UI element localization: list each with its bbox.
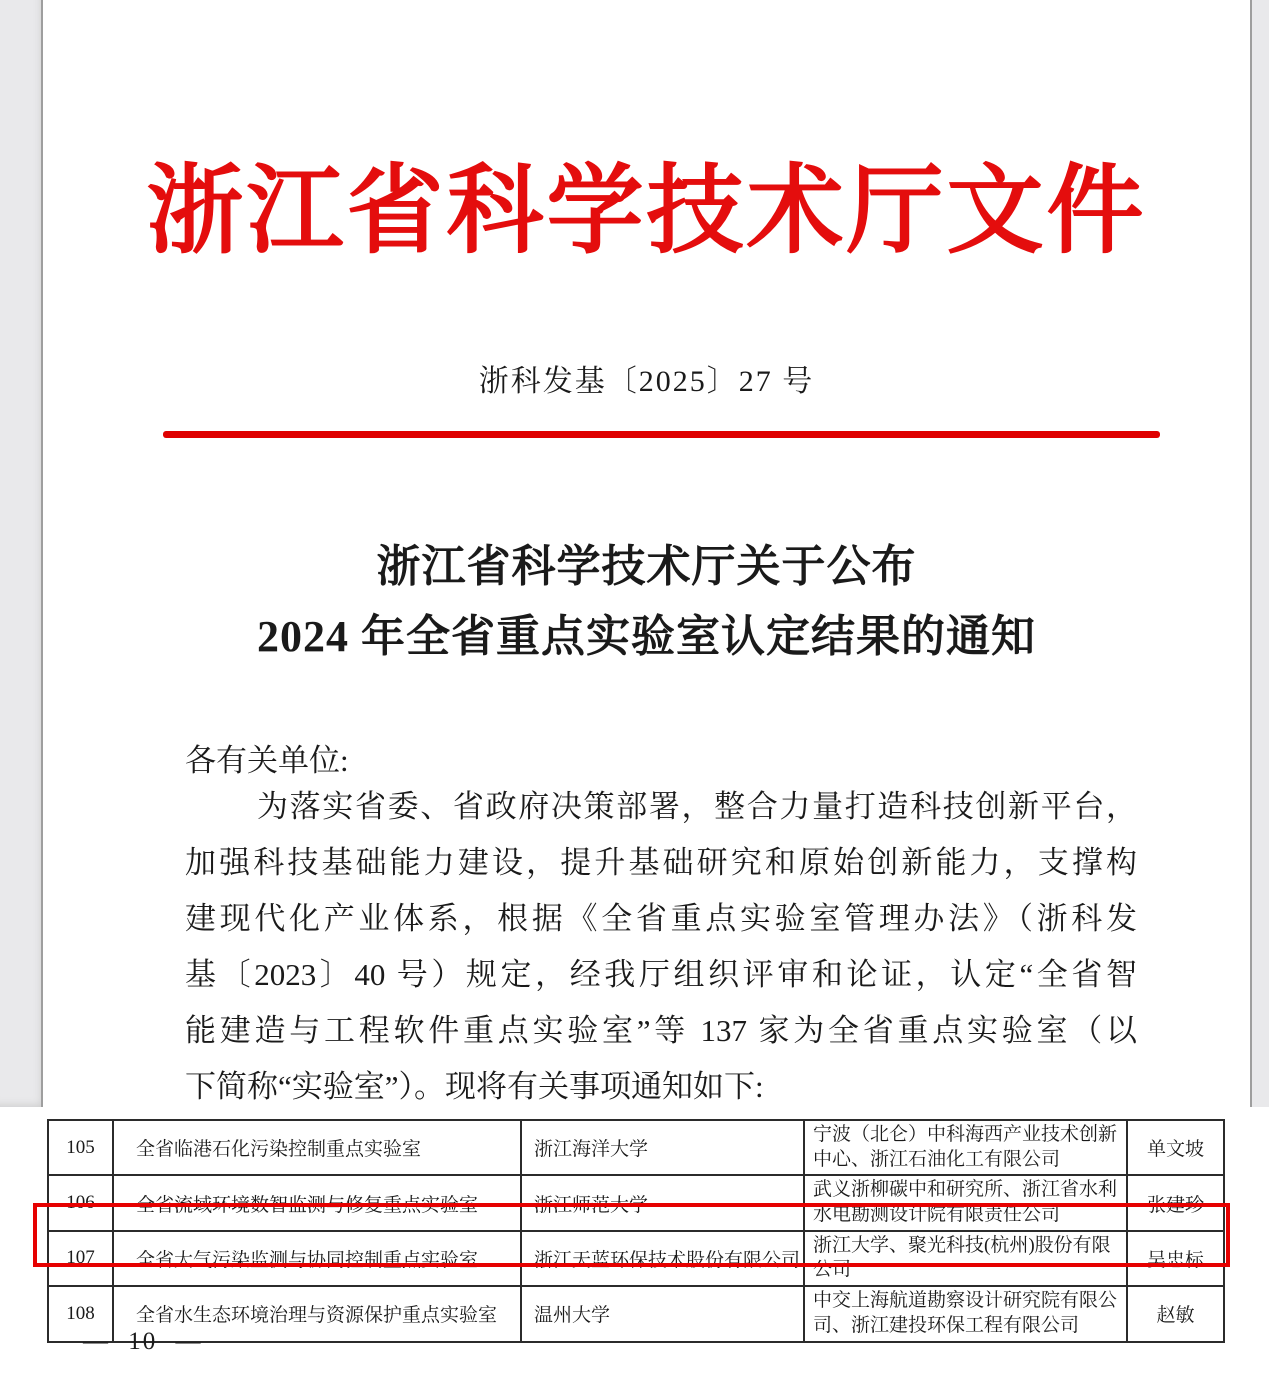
body-text-line: 能建造与工程软件重点实验室”等 137 家为全省重点实验室（以 (185, 1013, 1137, 1048)
cell-lab: 全省水生态环境治理与资源保护重点实验室 (113, 1286, 521, 1341)
page-background-right-margin (1250, 0, 1269, 1107)
red-divider (163, 431, 1160, 438)
notice-title-line2: 2024 年全省重点实验室认定结果的通知 (257, 612, 1036, 661)
salutation: 各有关单位: (185, 743, 349, 778)
results-table-body (48, 1120, 1224, 1342)
cell-lab: 全省临港石化污染控制重点实验室 (113, 1120, 521, 1175)
body-text-line: 建现代化产业体系，根据《全省重点实验室管理办法》（浙科发 (185, 901, 1137, 936)
cell-institution: 温州大学 (521, 1286, 804, 1341)
cell-institution: 浙江天蓝环保技术股份有限公司 (521, 1231, 804, 1286)
cell-partners: 中交上海航道勘察设计研究院有限公司、浙江建投环保工程有限公司 (804, 1286, 1127, 1341)
table-row (48, 1175, 1224, 1230)
cell-no: 108 (48, 1286, 113, 1341)
cell-no: 105 (48, 1120, 113, 1175)
document-number: 浙科发基〔2025〕27 号 (478, 365, 815, 398)
cell-partners: 宁波（北仑）中科海西产业技术创新中心、浙江石油化工有限公司 (804, 1120, 1127, 1175)
page-number: — 10 — (83, 1328, 203, 1355)
body-text-line: 下简称“实验室”）。现将有关事项通知如下: (185, 1069, 764, 1104)
body-paragraph (185, 779, 1137, 1115)
body-text-line: 基〔2023〕40 号）规定，经我厅组织评审和论证，认定“全省智 (185, 957, 1137, 992)
cell-partners: 武义浙柳碳中和研究所、浙江省水利水电勘测设计院有限责任公司 (804, 1175, 1127, 1230)
lab-results-table (47, 1119, 1225, 1343)
cell-no: 106 (48, 1175, 113, 1230)
table-row (48, 1120, 1224, 1175)
notice-title-line1: 浙江省科学技术厅关于公布 (376, 542, 917, 591)
cell-director: 张建珍 (1127, 1175, 1224, 1230)
cell-lab: 全省大气污染监测与协同控制重点实验室 (113, 1231, 521, 1286)
cell-no: 107 (48, 1231, 113, 1286)
document-letterhead-title: 浙江省科学技术厅文件 (146, 158, 1147, 265)
cell-lab: 全省流域环境数智监测与修复重点实验室 (113, 1175, 521, 1230)
cell-partners: 浙江大学、聚光科技(杭州)股份有限公司 (804, 1231, 1127, 1286)
page-background-left-margin (0, 0, 43, 1107)
cell-director: 吴忠标 (1127, 1231, 1224, 1286)
body-text-line: 为落实省委、省政府决策部署，整合力量打造科技创新平台， (257, 789, 1137, 824)
table-row (48, 1231, 1224, 1286)
cell-institution: 浙江海洋大学 (521, 1120, 804, 1175)
cell-director: 赵敏 (1127, 1286, 1224, 1341)
table-row (48, 1286, 1224, 1341)
cell-institution: 浙江师范大学 (521, 1175, 804, 1230)
cell-director: 单文坡 (1127, 1120, 1224, 1175)
body-text-line: 加强科技基础能力建设，提升基础研究和原始创新能力，支撑构 (185, 845, 1137, 880)
